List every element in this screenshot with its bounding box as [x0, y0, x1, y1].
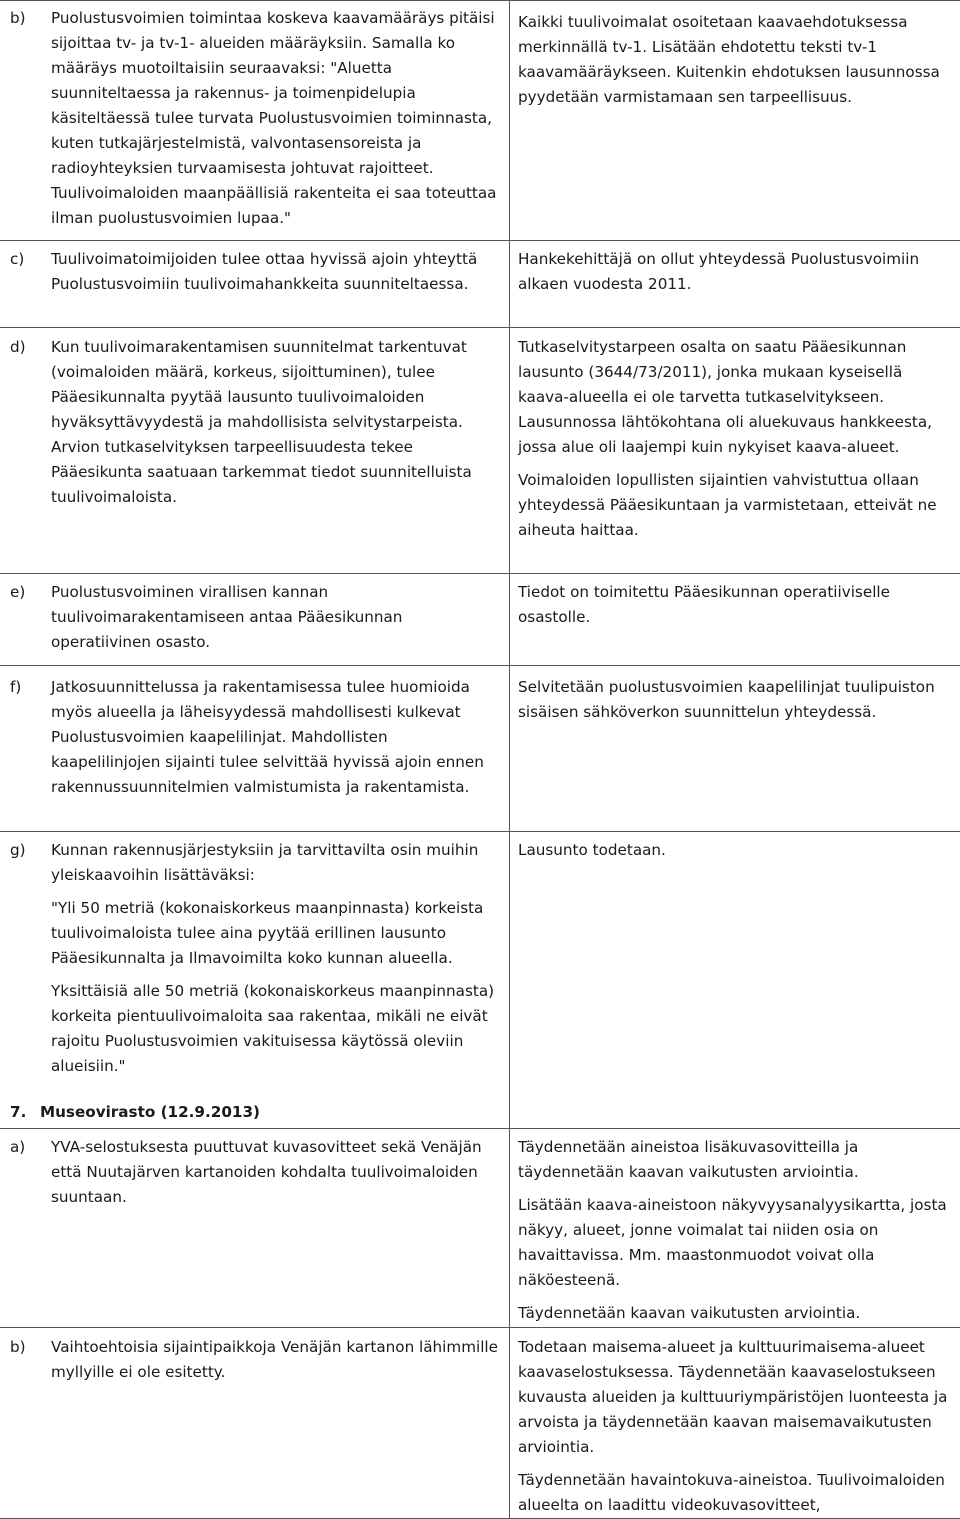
response-cell [518, 335, 950, 543]
row-divider [0, 665, 960, 666]
item-label: c) [10, 250, 25, 268]
statement-text: Jatkosuunnittelussa ja rakentamisessa tulee huomioida myös alueella ja läheisyydessä mahdollisesti kulkevat Puolustusvoimien kaapelilinjat. Mahdollisten kaapelilinjojen sijainti tulee selvittää hyvissä ajoin ennen rakennussuunnitelmien valmistumista ja rakentamista. [51, 678, 484, 796]
response-cell [518, 10, 950, 110]
statement-text: Puolustusvoiminen virallisen kannan tuulivoimarakentamiseen antaa Pääesikunnan operatiivinen osasto. [51, 583, 403, 651]
statement-text: YVA-selostuksesta puuttuvat kuvasovitteet sekä Venäjän että Nuutajärven kartanoiden kohdalta tuulivoimaloiden suuntaan. [51, 1138, 482, 1206]
item-label: a) [10, 1138, 26, 1156]
statement-cell [10, 1135, 500, 1210]
row-divider [0, 0, 960, 1]
response-text: Selvitetään puolustusvoimien kaapelilinjat tuulipuiston sisäisen sähköverkon suunnittelun yhteydessä. [518, 678, 935, 721]
statement-cell [10, 675, 500, 800]
item-label: d) [10, 338, 26, 356]
response-text: Täydennetään kaavan vaikutusten arviointia. [518, 1304, 861, 1322]
response-text: Lausunto todetaan. [518, 841, 666, 859]
column-divider [509, 0, 510, 1519]
statement-text: Puolustusvoimien toimintaa koskeva kaavamääräys pitäisi sijoittaa tv- ja tv-1- alueiden määräyksiin. Samalla ko määräys muotoiltaisiin seuraavaksi: "Aluetta suunniteltaessa ja rakennus- ja toimenpidelupia käsiteltäessä tulee turvata Puolustusvoimien toiminnasta, kuten tutkajärjestelmistä, valvontasensoreista ja radioyhteyksien turvaamisesta johtuvat rajoitteet. Tuulivoimaloiden maanpäällisiä rakenteita ei saa toteuttaa ilman puolustusvoimien lupaa." [51, 9, 497, 227]
statement-text: Yksittäisiä alle 50 metriä (kokonaiskorkeus maanpinnasta) korkeita pientuulivoimaloita saa rakentaa, mikäli ne eivät rajoitu Puolustusvoimien vakituisessa käytössä oleviin alueisiin." [51, 982, 495, 1075]
response-text: Tutkaselvitystarpeen osalta on saatu Pääesikunnan lausunto (3644/73/2011), jonka mukaan kyseisellä kaava-alueella ei ole tarvetta tutkaselvitykseen. Lausunnossa lähtökohtana oli aluekuvaus hankkeesta, jossa alue oli laajempi kuin nykyiset kaava-alueet. [518, 338, 932, 456]
response-cell [518, 838, 950, 863]
statement-cell [10, 838, 500, 1079]
row-divider [0, 240, 960, 241]
item-label: b) [10, 1338, 26, 1356]
statement-cell [10, 1335, 500, 1385]
response-cell [518, 1135, 950, 1326]
response-cell [518, 1335, 950, 1518]
item-label: f) [10, 678, 22, 696]
section-title: Museovirasto (12.9.2013) [40, 1103, 260, 1121]
response-cell [518, 247, 950, 297]
statement-cell [10, 247, 500, 297]
statement-cell [10, 580, 500, 655]
statement-cell [10, 6, 500, 231]
statement-text: Kun tuulivoimarakentamisen suunnitelmat tarkentuvat (voimaloiden määrä, korkeus, sijoittuminen), tulee Pääesikunnalta pyytää lausunto tuulivoimaloiden hyväksyttävyydestä ja mahdollisista selvitystarpeista. Arvion tutkaselvityksen tarpeellisuudesta tekee Pääesikunta saatuaan tarkemmat tiedot suunnitelluista tuulivoimaloista. [51, 338, 472, 506]
response-text: Tiedot on toimitettu Pääesikunnan operatiiviselle osastolle. [518, 583, 890, 626]
response-text: Todetaan maisema-alueet ja kulttuurimaisema-alueet kaavaselostuksessa. Täydennetään kaavaselostukseen kuvausta alueiden ja kulttuuriympäristöjen luonteesta ja arvoista ja täydennetään kaavan maisemavaikutusten arviointia. [518, 1338, 948, 1456]
response-text: Voimaloiden lopullisten sijaintien vahvistuttua ollaan yhteydessä Pääesikuntaan ja varmistetaan, etteivät ne aiheuta haittaa. [518, 471, 937, 539]
row-divider [0, 831, 960, 832]
row-divider [0, 1128, 960, 1129]
statement-text: Tuulivoimatoimijoiden tulee ottaa hyvissä ajoin yhteyttä Puolustusvoimiin tuulivoimahankkeita suunniteltaessa. [51, 250, 478, 293]
response-text: Kaikki tuulivoimalat osoitetaan kaavaehdotuksessa merkinnällä tv-1. Lisätään ehdotettu teksti tv-1 kaavamääräykseen. Kuitenkin ehdotuksen lausunnossa pyydetään varmistamaan sen tarpeellisuus. [518, 13, 940, 106]
statement-text: Vaihtoehtoisia sijaintipaikkoja Venäjän kartanon lähimmille myllyille ei ole esitetty. [51, 1338, 498, 1381]
section-number: 7. [10, 1103, 27, 1121]
response-text: Hankekehittäjä on ollut yhteydessä Puolustusvoimiin alkaen vuodesta 2011. [518, 250, 920, 293]
item-label: b) [10, 9, 26, 27]
row-divider [0, 573, 960, 574]
response-text: Täydennetään aineistoa lisäkuvasovitteilla ja täydennetään kaavan vaikutusten arviointia. [518, 1138, 859, 1181]
row-divider [0, 327, 960, 328]
statement-cell [10, 335, 500, 510]
item-label: g) [10, 841, 26, 859]
response-cell [518, 580, 950, 630]
item-label: e) [10, 583, 26, 601]
response-text: Täydennetään havaintokuva-aineistoa. Tuulivoimaloiden alueelta on laadittu videokuvasovitteet, [518, 1471, 945, 1514]
row-divider [0, 1327, 960, 1328]
section-heading [10, 1100, 260, 1125]
statement-text: "Yli 50 metriä (kokonaiskorkeus maanpinnasta) korkeista tuulivoimaloista tulee aina pyytää erillinen lausunto Pääesikunnalta ja Ilmavoimilta koko kunnan alueella. [51, 899, 484, 967]
response-cell [518, 675, 950, 725]
response-text: Lisätään kaava-aineistoon näkyvyysanalyysikartta, josta näkyy, alueet, jonne voimalat tai niiden osia on havaittavissa. Mm. maastonmuodot voivat olla näköesteenä. [518, 1196, 947, 1289]
statement-text: Kunnan rakennusjärjestyksiin ja tarvittavilta osin muihin yleiskaavoihin lisättäväksi: [51, 841, 479, 884]
